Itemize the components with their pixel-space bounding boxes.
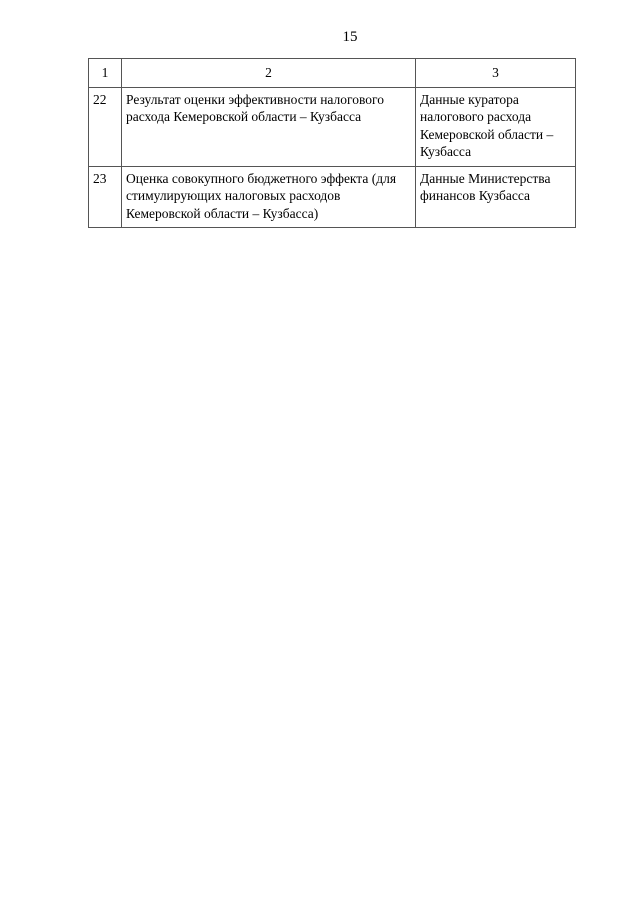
table-header-row — [89, 59, 576, 88]
column-header-1: 1 — [89, 59, 122, 88]
row-description: Оценка совокупного бюджетного эффекта (для стимулирующих налоговых расходов Кемеровской области – Кузбасса) — [122, 166, 416, 228]
row-source: Данные куратора налогового расхода Кемеровской области – Кузбасса — [416, 87, 576, 166]
row-number: 22 — [89, 87, 122, 166]
column-header-2: 2 — [122, 59, 416, 88]
column-header-3: 3 — [416, 59, 576, 88]
table-row — [89, 166, 576, 228]
row-description: Результат оценки эффективности налогового расхода Кемеровской области – Кузбасса — [122, 87, 416, 166]
row-source: Данные Министерства финансов Кузбасса — [416, 166, 576, 228]
row-number: 23 — [89, 166, 122, 228]
indicator-table — [88, 58, 576, 228]
table-row — [89, 87, 576, 166]
page-number: 15 — [342, 29, 358, 45]
